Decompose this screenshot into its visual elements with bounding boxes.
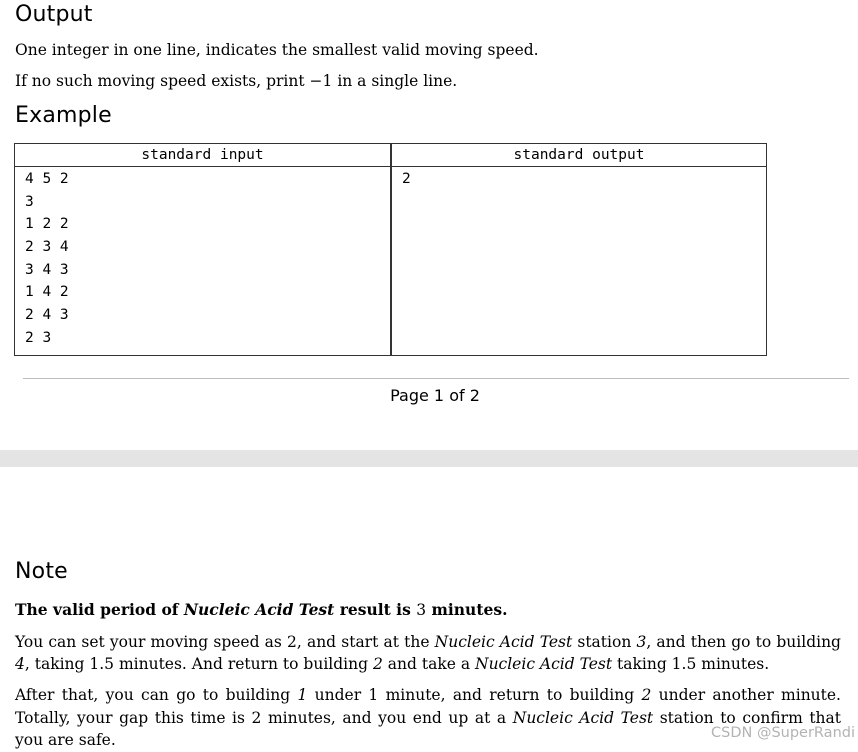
note-p1-number: 4 — [15, 655, 25, 673]
note-p1-text: and take a — [387, 655, 471, 673]
input-line: 3 — [25, 193, 34, 210]
note-p2-text: under another minute. Totally, your gap this time is 2 minutes, and you end up at a — [15, 686, 841, 727]
input-line: 4 5 2 — [25, 171, 69, 187]
input-line: 3 4 3 — [25, 261, 69, 278]
example-heading: Example — [15, 103, 112, 128]
note-paragraph-2 — [15, 684, 841, 752]
output-note-text-b: in a single line. — [337, 72, 458, 90]
note-p1-text: You can set your moving speed as 2, and start at the — [15, 633, 430, 651]
note-bold-text-b: result is — [339, 600, 411, 619]
example-io-table — [14, 143, 767, 356]
output-no-solution-note — [15, 71, 457, 92]
note-p2-text: under 1 minute, and return to building — [314, 686, 635, 704]
note-p1-number: 2 — [372, 655, 383, 673]
note-p1-text: , taking 1.5 minutes. And return to building — [24, 655, 369, 673]
standard-output-cell — [391, 167, 767, 356]
output-description: One integer in one line, indicates the smallest valid moving speed. — [15, 41, 539, 59]
page-separator — [0, 450, 858, 467]
note-p1-emphasis: Nucleic Acid Test — [475, 655, 613, 673]
input-line: 2 3 — [25, 329, 52, 346]
note-p1-text: , and then go to building — [646, 633, 841, 651]
output-note-text-a: If no such moving speed exists, print — [15, 72, 305, 90]
note-paragraph-1 — [15, 631, 841, 675]
standard-input-cell — [15, 167, 392, 356]
note-p1-number: 3 — [636, 633, 647, 651]
input-line: 2 4 3 — [25, 307, 69, 324]
note-p1-text: taking 1.5 minutes. — [617, 655, 770, 673]
page-number: Page 1 of 2 — [390, 386, 480, 405]
note-p2-text: station to confirm that you are safe. — [15, 708, 842, 749]
standard-input-header: standard input — [15, 144, 392, 167]
note-p2-number: 2 — [641, 686, 652, 704]
note-bold-number: 3 — [416, 601, 427, 619]
input-line: 2 3 4 — [25, 239, 69, 256]
standard-output-header: standard output — [391, 144, 767, 167]
input-line: 1 2 2 — [25, 216, 69, 233]
output-heading: Output — [15, 2, 93, 27]
note-p2-text: After that, you can go to building — [15, 686, 291, 704]
note-bold-emphasis: Nucleic Acid Test — [183, 600, 335, 619]
note-p2-emphasis: Nucleic Acid Test — [512, 708, 654, 727]
note-bold-text-a: The valid period of — [15, 600, 179, 619]
output-line: 2 — [402, 171, 411, 187]
note-p2-number: 1 — [297, 686, 308, 704]
note-bold-text-c: minutes. — [431, 600, 508, 619]
note-p1-text: station — [577, 633, 632, 651]
page-footer-rule — [23, 378, 849, 379]
note-heading: Note — [15, 559, 68, 584]
output-note-value: −1 — [309, 72, 333, 90]
input-line: 1 4 2 — [25, 284, 69, 301]
note-p1-emphasis: Nucleic Acid Test — [434, 633, 573, 651]
note-bold-statement — [15, 599, 507, 621]
csdn-watermark: CSDN @SuperRandi — [711, 725, 855, 741]
